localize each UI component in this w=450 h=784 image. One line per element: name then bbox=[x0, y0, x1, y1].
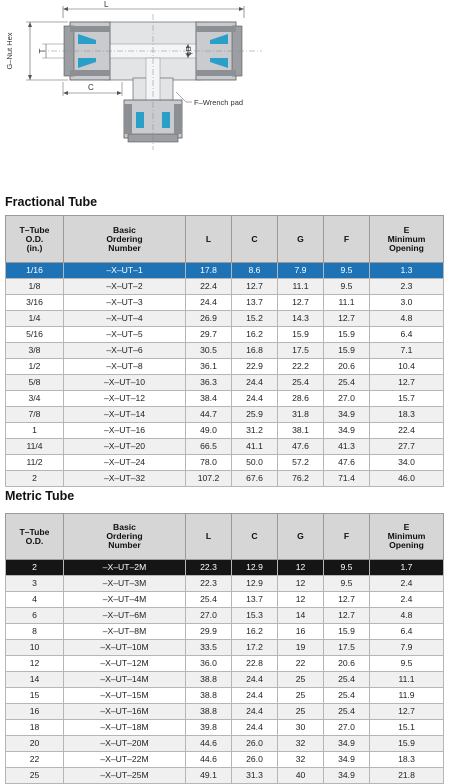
header-l bbox=[186, 216, 232, 263]
header-line: G bbox=[297, 531, 304, 541]
cell-tube-od: 1/8 bbox=[6, 279, 64, 295]
cell-tube-od: 3 bbox=[6, 576, 64, 592]
header-ordering-number bbox=[64, 514, 186, 560]
cell-f: 12.7 bbox=[324, 608, 370, 624]
cell-ordering-number: –X–UT–20 bbox=[64, 439, 186, 455]
cell-tube-od: 1/4 bbox=[6, 311, 64, 327]
cell-f: 20.6 bbox=[324, 656, 370, 672]
cell-f: 12.7 bbox=[324, 311, 370, 327]
cell-f: 41.3 bbox=[324, 439, 370, 455]
cell-tube-od: 12 bbox=[6, 656, 64, 672]
cell-g: 14.3 bbox=[278, 311, 324, 327]
cell-e-min-opening: 15.9 bbox=[370, 736, 444, 752]
cell-tube-od: 25 bbox=[6, 768, 64, 784]
table-row bbox=[6, 736, 444, 752]
cell-f: 34.9 bbox=[324, 736, 370, 752]
cell-e-min-opening: 7.9 bbox=[370, 640, 444, 656]
cell-f: 27.0 bbox=[324, 720, 370, 736]
table-row bbox=[6, 327, 444, 343]
table-row bbox=[6, 672, 444, 688]
header-line: Opening bbox=[389, 242, 424, 253]
cell-g: 7.9 bbox=[278, 263, 324, 279]
header-line: L bbox=[205, 233, 212, 244]
cell-g: 25 bbox=[278, 672, 324, 688]
cell-ordering-number: –X–UT–6M bbox=[64, 608, 186, 624]
cell-c: 17.2 bbox=[232, 640, 278, 656]
header-f bbox=[324, 514, 370, 560]
cell-e-min-opening: 15.7 bbox=[370, 391, 444, 407]
cell-g: 15.9 bbox=[278, 327, 324, 343]
cell-e-min-opening: 18.3 bbox=[370, 752, 444, 768]
header-ordering-number bbox=[64, 216, 186, 263]
table-row bbox=[6, 439, 444, 455]
cell-c: 24.4 bbox=[232, 704, 278, 720]
cell-l: 25.4 bbox=[186, 592, 232, 608]
header-line: E bbox=[403, 522, 410, 532]
cell-l: 22.3 bbox=[186, 560, 232, 576]
cell-f: 25.4 bbox=[324, 672, 370, 688]
cell-g: 22.2 bbox=[278, 359, 324, 375]
cell-e-min-opening: 2.4 bbox=[370, 576, 444, 592]
header-tube-od bbox=[6, 514, 64, 560]
cell-tube-od: 20 bbox=[6, 736, 64, 752]
header-line: O.D. bbox=[25, 535, 44, 546]
cell-tube-od: 4 bbox=[6, 592, 64, 608]
cell-ordering-number: –X–UT–10 bbox=[64, 375, 186, 391]
cell-g: 32 bbox=[278, 752, 324, 768]
cell-f: 34.9 bbox=[324, 423, 370, 439]
header-e-min-opening bbox=[370, 216, 444, 263]
cell-e-min-opening: 15.1 bbox=[370, 720, 444, 736]
header-line: O.D. bbox=[25, 233, 44, 244]
cell-f: 27.0 bbox=[324, 391, 370, 407]
cell-e-min-opening: 11.9 bbox=[370, 688, 444, 704]
cell-f: 9.5 bbox=[324, 576, 370, 592]
union-tee-diagram bbox=[0, 0, 450, 180]
header-f bbox=[324, 216, 370, 263]
cell-e-min-opening: 27.7 bbox=[370, 439, 444, 455]
table-row bbox=[6, 343, 444, 359]
table-row bbox=[6, 423, 444, 439]
cell-tube-od: 3/8 bbox=[6, 343, 64, 359]
cell-f: 25.4 bbox=[324, 704, 370, 720]
cell-c: 24.4 bbox=[232, 720, 278, 736]
cell-ordering-number: –X–UT–12M bbox=[64, 656, 186, 672]
cell-e-min-opening: 46.0 bbox=[370, 471, 444, 487]
cell-g: 11.1 bbox=[278, 279, 324, 295]
cell-f: 12.7 bbox=[324, 592, 370, 608]
metric-tube-table bbox=[5, 513, 444, 784]
table-row bbox=[6, 311, 444, 327]
cell-f: 25.4 bbox=[324, 375, 370, 391]
cell-e-min-opening: 1.7 bbox=[370, 560, 444, 576]
cell-c: 22.8 bbox=[232, 656, 278, 672]
table-row bbox=[6, 560, 444, 576]
cell-ordering-number: –X–UT–10M bbox=[64, 640, 186, 656]
header-line: (in.) bbox=[26, 242, 43, 253]
cell-l: 29.7 bbox=[186, 327, 232, 343]
cell-f: 15.9 bbox=[324, 624, 370, 640]
e-label: ϕE bbox=[184, 46, 193, 56]
cell-c: 26.0 bbox=[232, 752, 278, 768]
cell-l: 39.8 bbox=[186, 720, 232, 736]
table-row bbox=[6, 576, 444, 592]
cell-e-min-opening: 4.8 bbox=[370, 608, 444, 624]
cell-tube-od: 11/4 bbox=[6, 439, 64, 455]
cell-f: 9.5 bbox=[324, 560, 370, 576]
header-line: Minimum bbox=[387, 531, 426, 541]
cell-e-min-opening: 12.7 bbox=[370, 375, 444, 391]
table-header-row bbox=[6, 514, 444, 560]
cell-l: 22.4 bbox=[186, 279, 232, 295]
header-l bbox=[186, 514, 232, 560]
header-line: T–Tube bbox=[19, 224, 50, 235]
cell-e-min-opening: 3.0 bbox=[370, 295, 444, 311]
cell-g: 76.2 bbox=[278, 471, 324, 487]
cell-c: 16.2 bbox=[232, 327, 278, 343]
table-row bbox=[6, 359, 444, 375]
header-line: C bbox=[251, 531, 258, 541]
cell-f: 25.4 bbox=[324, 688, 370, 704]
cell-ordering-number: –X–UT–22M bbox=[64, 752, 186, 768]
g-nut-hex-label: G–Nut Hex bbox=[5, 32, 14, 70]
cell-ordering-number: –X–UT–18M bbox=[64, 720, 186, 736]
cell-g: 38.1 bbox=[278, 423, 324, 439]
cell-f: 20.6 bbox=[324, 359, 370, 375]
cell-g: 25 bbox=[278, 688, 324, 704]
cell-g: 57.2 bbox=[278, 455, 324, 471]
cell-c: 24.4 bbox=[232, 375, 278, 391]
cell-ordering-number: –X–UT–4M bbox=[64, 592, 186, 608]
header-c bbox=[232, 514, 278, 560]
cell-e-min-opening: 4.8 bbox=[370, 311, 444, 327]
l-label: L bbox=[104, 0, 109, 9]
header-line: C bbox=[251, 233, 258, 244]
cell-l: 38.8 bbox=[186, 704, 232, 720]
cell-c: 50.0 bbox=[232, 455, 278, 471]
cell-g: 12 bbox=[278, 592, 324, 608]
cell-c: 8.6 bbox=[232, 263, 278, 279]
cell-l: 78.0 bbox=[186, 455, 232, 471]
header-g bbox=[278, 514, 324, 560]
cell-g: 22 bbox=[278, 656, 324, 672]
header-e-min-opening bbox=[370, 514, 444, 560]
cell-g: 47.6 bbox=[278, 439, 324, 455]
cell-l: 49.1 bbox=[186, 768, 232, 784]
header-line: F bbox=[343, 531, 350, 541]
cell-e-min-opening: 21.8 bbox=[370, 768, 444, 784]
table-row bbox=[6, 656, 444, 672]
cell-f: 71.4 bbox=[324, 471, 370, 487]
cell-tube-od: 8 bbox=[6, 624, 64, 640]
cell-g: 12.7 bbox=[278, 295, 324, 311]
cell-c: 22.9 bbox=[232, 359, 278, 375]
table-row bbox=[6, 279, 444, 295]
cell-g: 30 bbox=[278, 720, 324, 736]
cell-tube-od: 16 bbox=[6, 704, 64, 720]
cell-c: 12.9 bbox=[232, 576, 278, 592]
cell-e-min-opening: 1.3 bbox=[370, 263, 444, 279]
cell-ordering-number: –X–UT–14 bbox=[64, 407, 186, 423]
cell-l: 49.0 bbox=[186, 423, 232, 439]
cell-g: 19 bbox=[278, 640, 324, 656]
cell-l: 38.8 bbox=[186, 672, 232, 688]
cell-tube-od: 5/8 bbox=[6, 375, 64, 391]
cell-g: 16 bbox=[278, 624, 324, 640]
header-line: F bbox=[343, 233, 350, 244]
cell-c: 26.0 bbox=[232, 736, 278, 752]
cell-l: 107.2 bbox=[186, 471, 232, 487]
table-row bbox=[6, 624, 444, 640]
cell-ordering-number: –X–UT–15M bbox=[64, 688, 186, 704]
cell-l: 33.5 bbox=[186, 640, 232, 656]
cell-tube-od: 1 bbox=[6, 423, 64, 439]
cell-tube-od: 2 bbox=[6, 471, 64, 487]
cell-c: 67.6 bbox=[232, 471, 278, 487]
cell-l: 36.1 bbox=[186, 359, 232, 375]
cell-f: 9.5 bbox=[324, 263, 370, 279]
header-line: T–Tube bbox=[19, 526, 50, 537]
cell-tube-od: 7/8 bbox=[6, 407, 64, 423]
cell-ordering-number: –X–UT–16 bbox=[64, 423, 186, 439]
cell-c: 12.7 bbox=[232, 279, 278, 295]
table-row bbox=[6, 608, 444, 624]
cell-tube-od: 18 bbox=[6, 720, 64, 736]
table-row bbox=[6, 471, 444, 487]
cell-l: 26.9 bbox=[186, 311, 232, 327]
cell-e-min-opening: 18.3 bbox=[370, 407, 444, 423]
table-row bbox=[6, 592, 444, 608]
cell-ordering-number: –X–UT–25M bbox=[64, 768, 186, 784]
header-line: L bbox=[205, 531, 212, 541]
cell-e-min-opening: 2.3 bbox=[370, 279, 444, 295]
cell-g: 17.5 bbox=[278, 343, 324, 359]
cell-l: 36.3 bbox=[186, 375, 232, 391]
table-row bbox=[6, 688, 444, 704]
cell-c: 31.3 bbox=[232, 768, 278, 784]
cell-e-min-opening: 10.4 bbox=[370, 359, 444, 375]
header-line: Ordering bbox=[106, 233, 143, 244]
cell-c: 24.4 bbox=[232, 391, 278, 407]
header-line: Number bbox=[108, 242, 141, 253]
cell-tube-od: 14 bbox=[6, 672, 64, 688]
cell-ordering-number: –X–UT–20M bbox=[64, 736, 186, 752]
cell-l: 38.8 bbox=[186, 688, 232, 704]
header-g bbox=[278, 216, 324, 263]
fractional-tube-table bbox=[5, 215, 444, 487]
cell-l: 36.0 bbox=[186, 656, 232, 672]
cell-g: 25 bbox=[278, 704, 324, 720]
cell-f: 47.6 bbox=[324, 455, 370, 471]
table-row bbox=[6, 295, 444, 311]
cell-f: 9.5 bbox=[324, 279, 370, 295]
cell-ordering-number: –X–UT–24 bbox=[64, 455, 186, 471]
cell-ordering-number: –X–UT–1 bbox=[64, 263, 186, 279]
header-c bbox=[232, 216, 278, 263]
fractional-tube-title: Fractional Tube bbox=[5, 195, 98, 209]
cell-l: 44.6 bbox=[186, 736, 232, 752]
cell-g: 25.4 bbox=[278, 375, 324, 391]
cell-c: 13.7 bbox=[232, 592, 278, 608]
cell-f: 11.1 bbox=[324, 295, 370, 311]
cell-l: 38.4 bbox=[186, 391, 232, 407]
cell-g: 40 bbox=[278, 768, 324, 784]
cell-ordering-number: –X–UT–16M bbox=[64, 704, 186, 720]
cell-ordering-number: –X–UT–3M bbox=[64, 576, 186, 592]
cell-tube-od: 2 bbox=[6, 560, 64, 576]
cell-tube-od: 1/16 bbox=[6, 263, 64, 279]
cell-ordering-number: –X–UT–14M bbox=[64, 672, 186, 688]
table-row bbox=[6, 752, 444, 768]
table-row bbox=[6, 704, 444, 720]
header-line: Basic bbox=[113, 224, 136, 235]
cell-l: 44.6 bbox=[186, 752, 232, 768]
cell-e-min-opening: 12.7 bbox=[370, 704, 444, 720]
cell-l: 24.4 bbox=[186, 295, 232, 311]
cell-l: 29.9 bbox=[186, 624, 232, 640]
cell-f: 15.9 bbox=[324, 343, 370, 359]
cell-l: 22.3 bbox=[186, 576, 232, 592]
cell-c: 12.9 bbox=[232, 560, 278, 576]
cell-ordering-number: –X–UT–5 bbox=[64, 327, 186, 343]
table-row bbox=[6, 720, 444, 736]
cell-ordering-number: –X–UT–3 bbox=[64, 295, 186, 311]
cell-ordering-number: –X–UT–4 bbox=[64, 311, 186, 327]
table-row bbox=[6, 455, 444, 471]
cell-tube-od: 11/2 bbox=[6, 455, 64, 471]
cell-ordering-number: –X–UT–8M bbox=[64, 624, 186, 640]
cell-ordering-number: –X–UT–32 bbox=[64, 471, 186, 487]
cell-tube-od: 22 bbox=[6, 752, 64, 768]
cell-tube-od: 3/16 bbox=[6, 295, 64, 311]
cell-e-min-opening: 9.5 bbox=[370, 656, 444, 672]
cell-tube-od: 10 bbox=[6, 640, 64, 656]
table-row bbox=[6, 375, 444, 391]
cell-c: 41.1 bbox=[232, 439, 278, 455]
cell-c: 24.4 bbox=[232, 672, 278, 688]
cell-ordering-number: –X–UT–2M bbox=[64, 560, 186, 576]
cell-tube-od: 5/16 bbox=[6, 327, 64, 343]
cell-c: 24.4 bbox=[232, 688, 278, 704]
cell-ordering-number: –X–UT–8 bbox=[64, 359, 186, 375]
table-header-row bbox=[6, 216, 444, 263]
cell-c: 15.2 bbox=[232, 311, 278, 327]
cell-e-min-opening: 11.1 bbox=[370, 672, 444, 688]
f-wrench-pad-label: F–Wrench pad bbox=[194, 98, 244, 107]
cell-tube-od: 6 bbox=[6, 608, 64, 624]
cell-c: 15.3 bbox=[232, 608, 278, 624]
cell-l: 30.5 bbox=[186, 343, 232, 359]
cell-g: 14 bbox=[278, 608, 324, 624]
cell-e-min-opening: 6.4 bbox=[370, 624, 444, 640]
cell-c: 16.8 bbox=[232, 343, 278, 359]
table-row bbox=[6, 640, 444, 656]
table-row bbox=[6, 407, 444, 423]
header-line: Opening bbox=[389, 540, 424, 550]
cell-tube-od: 15 bbox=[6, 688, 64, 704]
header-line: Minimum bbox=[387, 233, 426, 244]
cell-g: 28.6 bbox=[278, 391, 324, 407]
cell-ordering-number: –X–UT–6 bbox=[64, 343, 186, 359]
cell-e-min-opening: 2.4 bbox=[370, 592, 444, 608]
cell-g: 12 bbox=[278, 560, 324, 576]
table-row bbox=[6, 391, 444, 407]
cell-ordering-number: –X–UT–12 bbox=[64, 391, 186, 407]
cell-l: 44.7 bbox=[186, 407, 232, 423]
cell-f: 34.9 bbox=[324, 407, 370, 423]
cell-g: 31.8 bbox=[278, 407, 324, 423]
header-line: Basic bbox=[113, 522, 136, 532]
cell-g: 32 bbox=[278, 736, 324, 752]
cell-l: 17.8 bbox=[186, 263, 232, 279]
cell-g: 12 bbox=[278, 576, 324, 592]
cell-f: 15.9 bbox=[324, 327, 370, 343]
cell-e-min-opening: 6.4 bbox=[370, 327, 444, 343]
cell-f: 34.9 bbox=[324, 768, 370, 784]
table-row bbox=[6, 263, 444, 279]
cell-e-min-opening: 7.1 bbox=[370, 343, 444, 359]
t-label: T bbox=[38, 48, 47, 54]
c-label: C bbox=[88, 83, 94, 92]
cell-e-min-opening: 34.0 bbox=[370, 455, 444, 471]
cell-c: 31.2 bbox=[232, 423, 278, 439]
header-tube-od bbox=[6, 216, 64, 263]
cell-f: 17.5 bbox=[324, 640, 370, 656]
cell-c: 16.2 bbox=[232, 624, 278, 640]
cell-f: 34.9 bbox=[324, 752, 370, 768]
header-line: Ordering bbox=[106, 531, 143, 541]
metric-tube-title: Metric Tube bbox=[5, 489, 75, 503]
header-line: E bbox=[403, 224, 410, 235]
cell-l: 66.5 bbox=[186, 439, 232, 455]
header-line: G bbox=[297, 233, 304, 244]
cell-ordering-number: –X–UT–2 bbox=[64, 279, 186, 295]
cell-tube-od: 1/2 bbox=[6, 359, 64, 375]
cell-tube-od: 3/4 bbox=[6, 391, 64, 407]
cell-e-min-opening: 22.4 bbox=[370, 423, 444, 439]
header-line: Number bbox=[108, 540, 141, 550]
cell-c: 25.9 bbox=[232, 407, 278, 423]
cell-l: 27.0 bbox=[186, 608, 232, 624]
cell-c: 13.7 bbox=[232, 295, 278, 311]
